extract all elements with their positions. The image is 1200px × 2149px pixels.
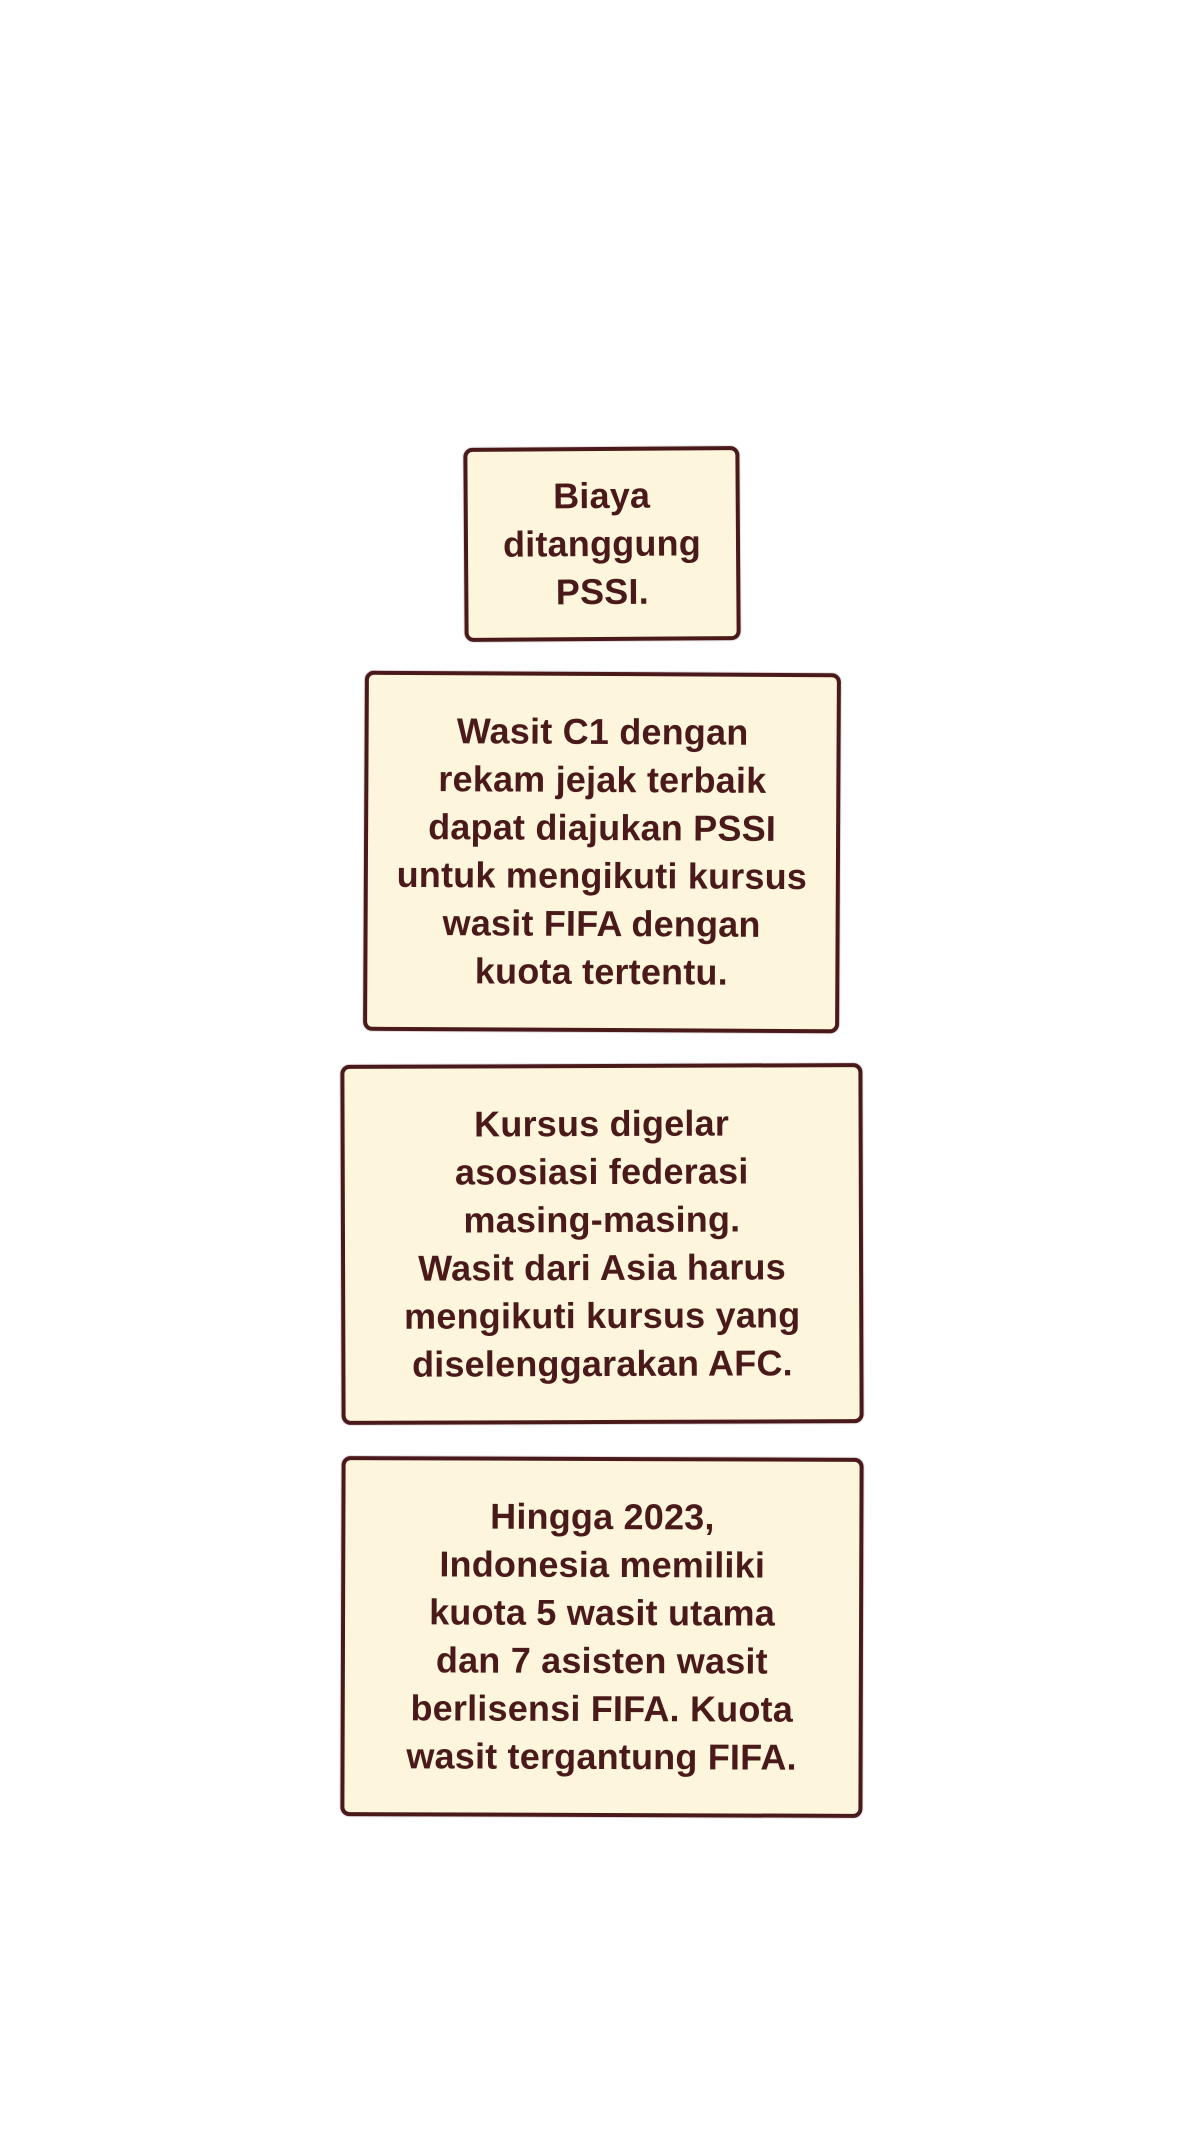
info-card-cost	[463, 446, 740, 642]
info-card-course	[340, 1063, 863, 1425]
info-card-text: Wasit C1 dengan rekam jejak terbaik dapat diajukan PSSI untuk mengikuti kursus wasit FIFA dengan kuota tertentu.	[396, 710, 808, 993]
info-card-c1-referee	[363, 671, 841, 1033]
info-card-text: Kursus digelar asosiasi federasi masing-masing. Wasit dari Asia harus mengikuti kursus yang diselenggarakan AFC.	[404, 1102, 801, 1385]
info-card-quota	[340, 1456, 863, 1818]
info-card-text: Hingga 2023, Indonesia memiliki kuota 5 wasit utama dan 7 asisten wasit berlisensi FIFA. Kuota wasit tergantung FIFA.	[406, 1495, 797, 1778]
info-card-text: Biaya ditanggung PSSI.	[502, 474, 702, 613]
